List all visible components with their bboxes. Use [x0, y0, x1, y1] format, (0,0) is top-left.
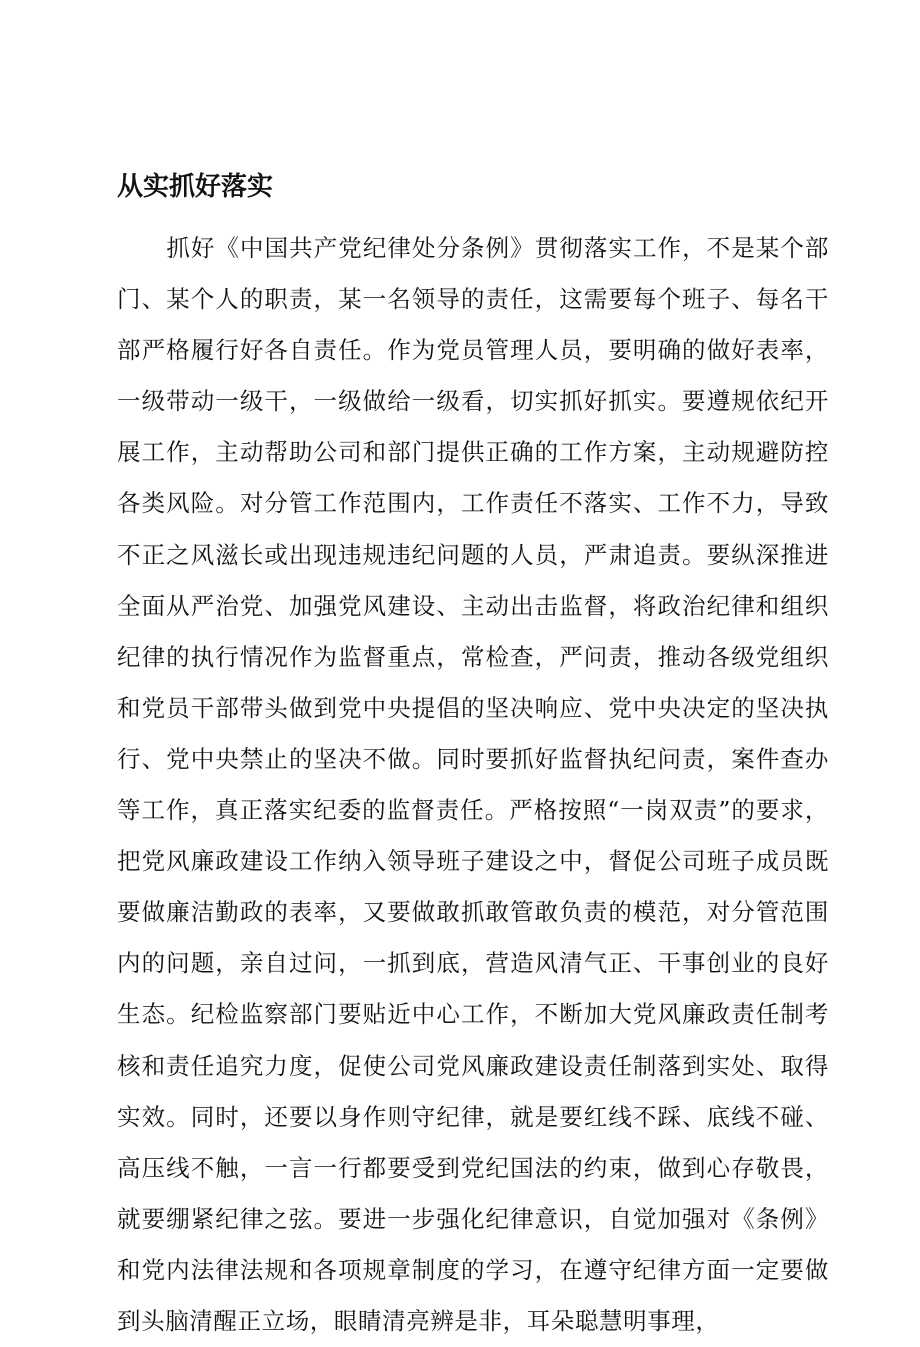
section-heading: 从实抓好落实: [117, 172, 274, 202]
body-paragraph: 抓好《中国共产党纪律处分条例》贯彻落实工作，不是某个部门、某个人的职责，某一名领导的责任，这需要每个班子、每名干部严格履行好各自责任。作为党员管理人员，要明确的做好表率，一级带动一级干，一级做给一级看，切实抓好抓实。要遵规依纪开展工作，主动帮助公司和部门提供正确的工作方案，主动规避防控各类风险。对分管工作范围内，工作责任不落实、工作不力，导致不正之风滋长或出现违规违纪问题的人员，严肃追责。要纵深推进全面从严治党、加强党风建设、主动出击监督，将政治纪律和组织纪律的执行情况作为监督重点，常检查，严问责，推动各级党组织和党员干部带头做到党中央提倡的坚决响应、党中央决定的坚决执行、党中央禁止的坚决不做。同时要抓好监督执纪问责，案件查办等工作，真正落实纪委的监督责任。严格按照“一岗双责”的要求，把党风廉政建设工作纳入领导班子建设之中，督促公司班子成员既要做廉洁勤政的表率，又要做敢抓敢管敢负责的模范，对分管范围内的问题，亲自过问，一抓到底，营造风清气正、干事创业的良好生态。纪检监察部门要贴近中心工作，不断加大党风廉政责任制考核和责任追究力度，促使公司党风廉政建设责任制落到实处、取得实效。同时，还要以身作则守纪律，就是要红线不踩、底线不碰、高压线不触，一言一行都要受到党纪国法的约束，做到心存敬畏，就要绷紧纪律之弦。要进一步强化纪律意识，自觉加强对《条例》和党内法律法规和各项规章制度的学习，在遵守纪律方面一定要做到头脑清醒正立场，眼睛清亮辨是非，耳朵聪慧明事理，: [117, 234, 829, 1335]
